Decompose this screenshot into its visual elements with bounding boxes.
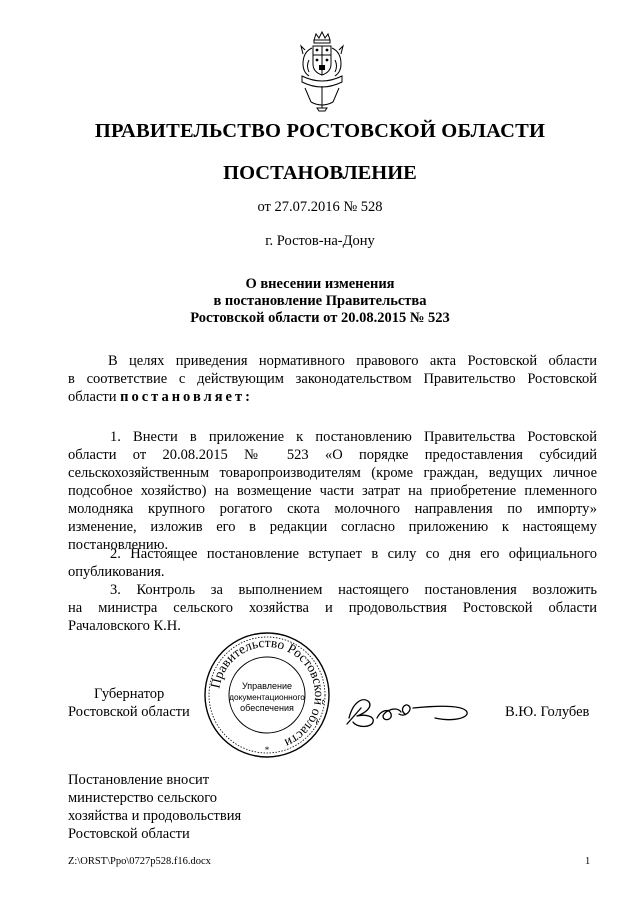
paragraph-line: области от 20.08.2015 № 523 «О порядке предоставления субсидий — [68, 447, 597, 463]
document-type: ПОСТАНОВЛЕНИЕ — [223, 162, 417, 184]
item-2-paragraph — [68, 545, 597, 581]
subject-line: О внесении изменения — [245, 276, 395, 292]
organization-title: ПРАВИТЕЛЬСТВО РОСТОВСКОЙ ОБЛАСТИ — [94, 120, 546, 142]
document-date-number: от 27.07.2016 № 528 — [257, 199, 383, 215]
paragraph-line: 2. Настоящее постановление вступает в силу со дня его официального — [110, 546, 597, 562]
signature-icon — [343, 688, 473, 734]
paragraph-line: В целях приведения нормативного правового акта Ростовской области — [108, 353, 597, 369]
seal-inner-line: документационного — [229, 692, 305, 702]
paragraph-line: 1. Внести в приложение к постановлению Правительства Ростовской — [110, 429, 597, 445]
paragraph-line: изменение, изложив его в редакции согласно приложению к настоящему — [68, 519, 597, 535]
signatory-name: В.Ю. Голубев — [505, 704, 590, 720]
submitted-by-block — [68, 771, 241, 843]
submitted-by-line: Ростовской области — [68, 826, 190, 842]
paragraph-line — [68, 388, 597, 406]
official-seal-icon — [203, 631, 331, 759]
submitted-by-line: Постановление вносит — [68, 772, 210, 788]
subject-line: в постановление Правительства — [213, 293, 427, 309]
paragraph-line: постановлению. — [68, 537, 169, 553]
submitted-by-line: министерство сельского — [68, 790, 218, 806]
page-number: 1 — [585, 856, 591, 867]
paragraph-line: на министра сельского хозяйства и продовольствия Ростовской области — [68, 600, 597, 616]
paragraph-line: опубликования. — [68, 564, 165, 580]
coat-of-arms-icon — [297, 30, 347, 112]
paragraph-line: в соответствие с действующим законодательством Правительство Ростовской — [68, 371, 597, 387]
item-3-paragraph — [68, 581, 597, 635]
paragraph-line: сельскохозяйственным товаропроизводителям (кроме граждан, ведущих личное — [68, 465, 597, 481]
footer-file-path: Z:\ORST\Ppo\0727p528.f16.docx — [68, 856, 211, 867]
preamble-paragraph — [68, 352, 597, 406]
decree-word: постановляет: — [120, 389, 253, 405]
paragraph-line-prefix: области — [68, 389, 121, 405]
paragraph-line: 3. Контроль за выполнением настоящего постановления возложить — [110, 582, 597, 598]
document-city: г. Ростов-на-Дону — [265, 233, 375, 249]
svg-text:*: * — [264, 745, 270, 755]
submitted-by-line: хозяйства и продовольствия — [68, 808, 242, 824]
seal-ring-text: Правительство Ростовской области — [207, 634, 328, 752]
paragraph-line: Рачаловского К.Н. — [68, 618, 181, 634]
seal-inner-line: обеспечения — [240, 703, 294, 713]
signatory-region: Ростовской области — [68, 704, 190, 720]
paragraph-line: молодняка крупного рогатого скота молочного направления по импорту» — [68, 501, 597, 517]
paragraph-line: подсобное хозяйство) на возмещение части затрат на приобретение племенного — [68, 483, 597, 499]
subject-line: Ростовской области от 20.08.2015 № 523 — [190, 310, 450, 326]
item-1-paragraph — [68, 428, 597, 554]
seal-inner-line: Управление — [241, 681, 293, 691]
signatory-title: Губернатор — [94, 686, 165, 702]
